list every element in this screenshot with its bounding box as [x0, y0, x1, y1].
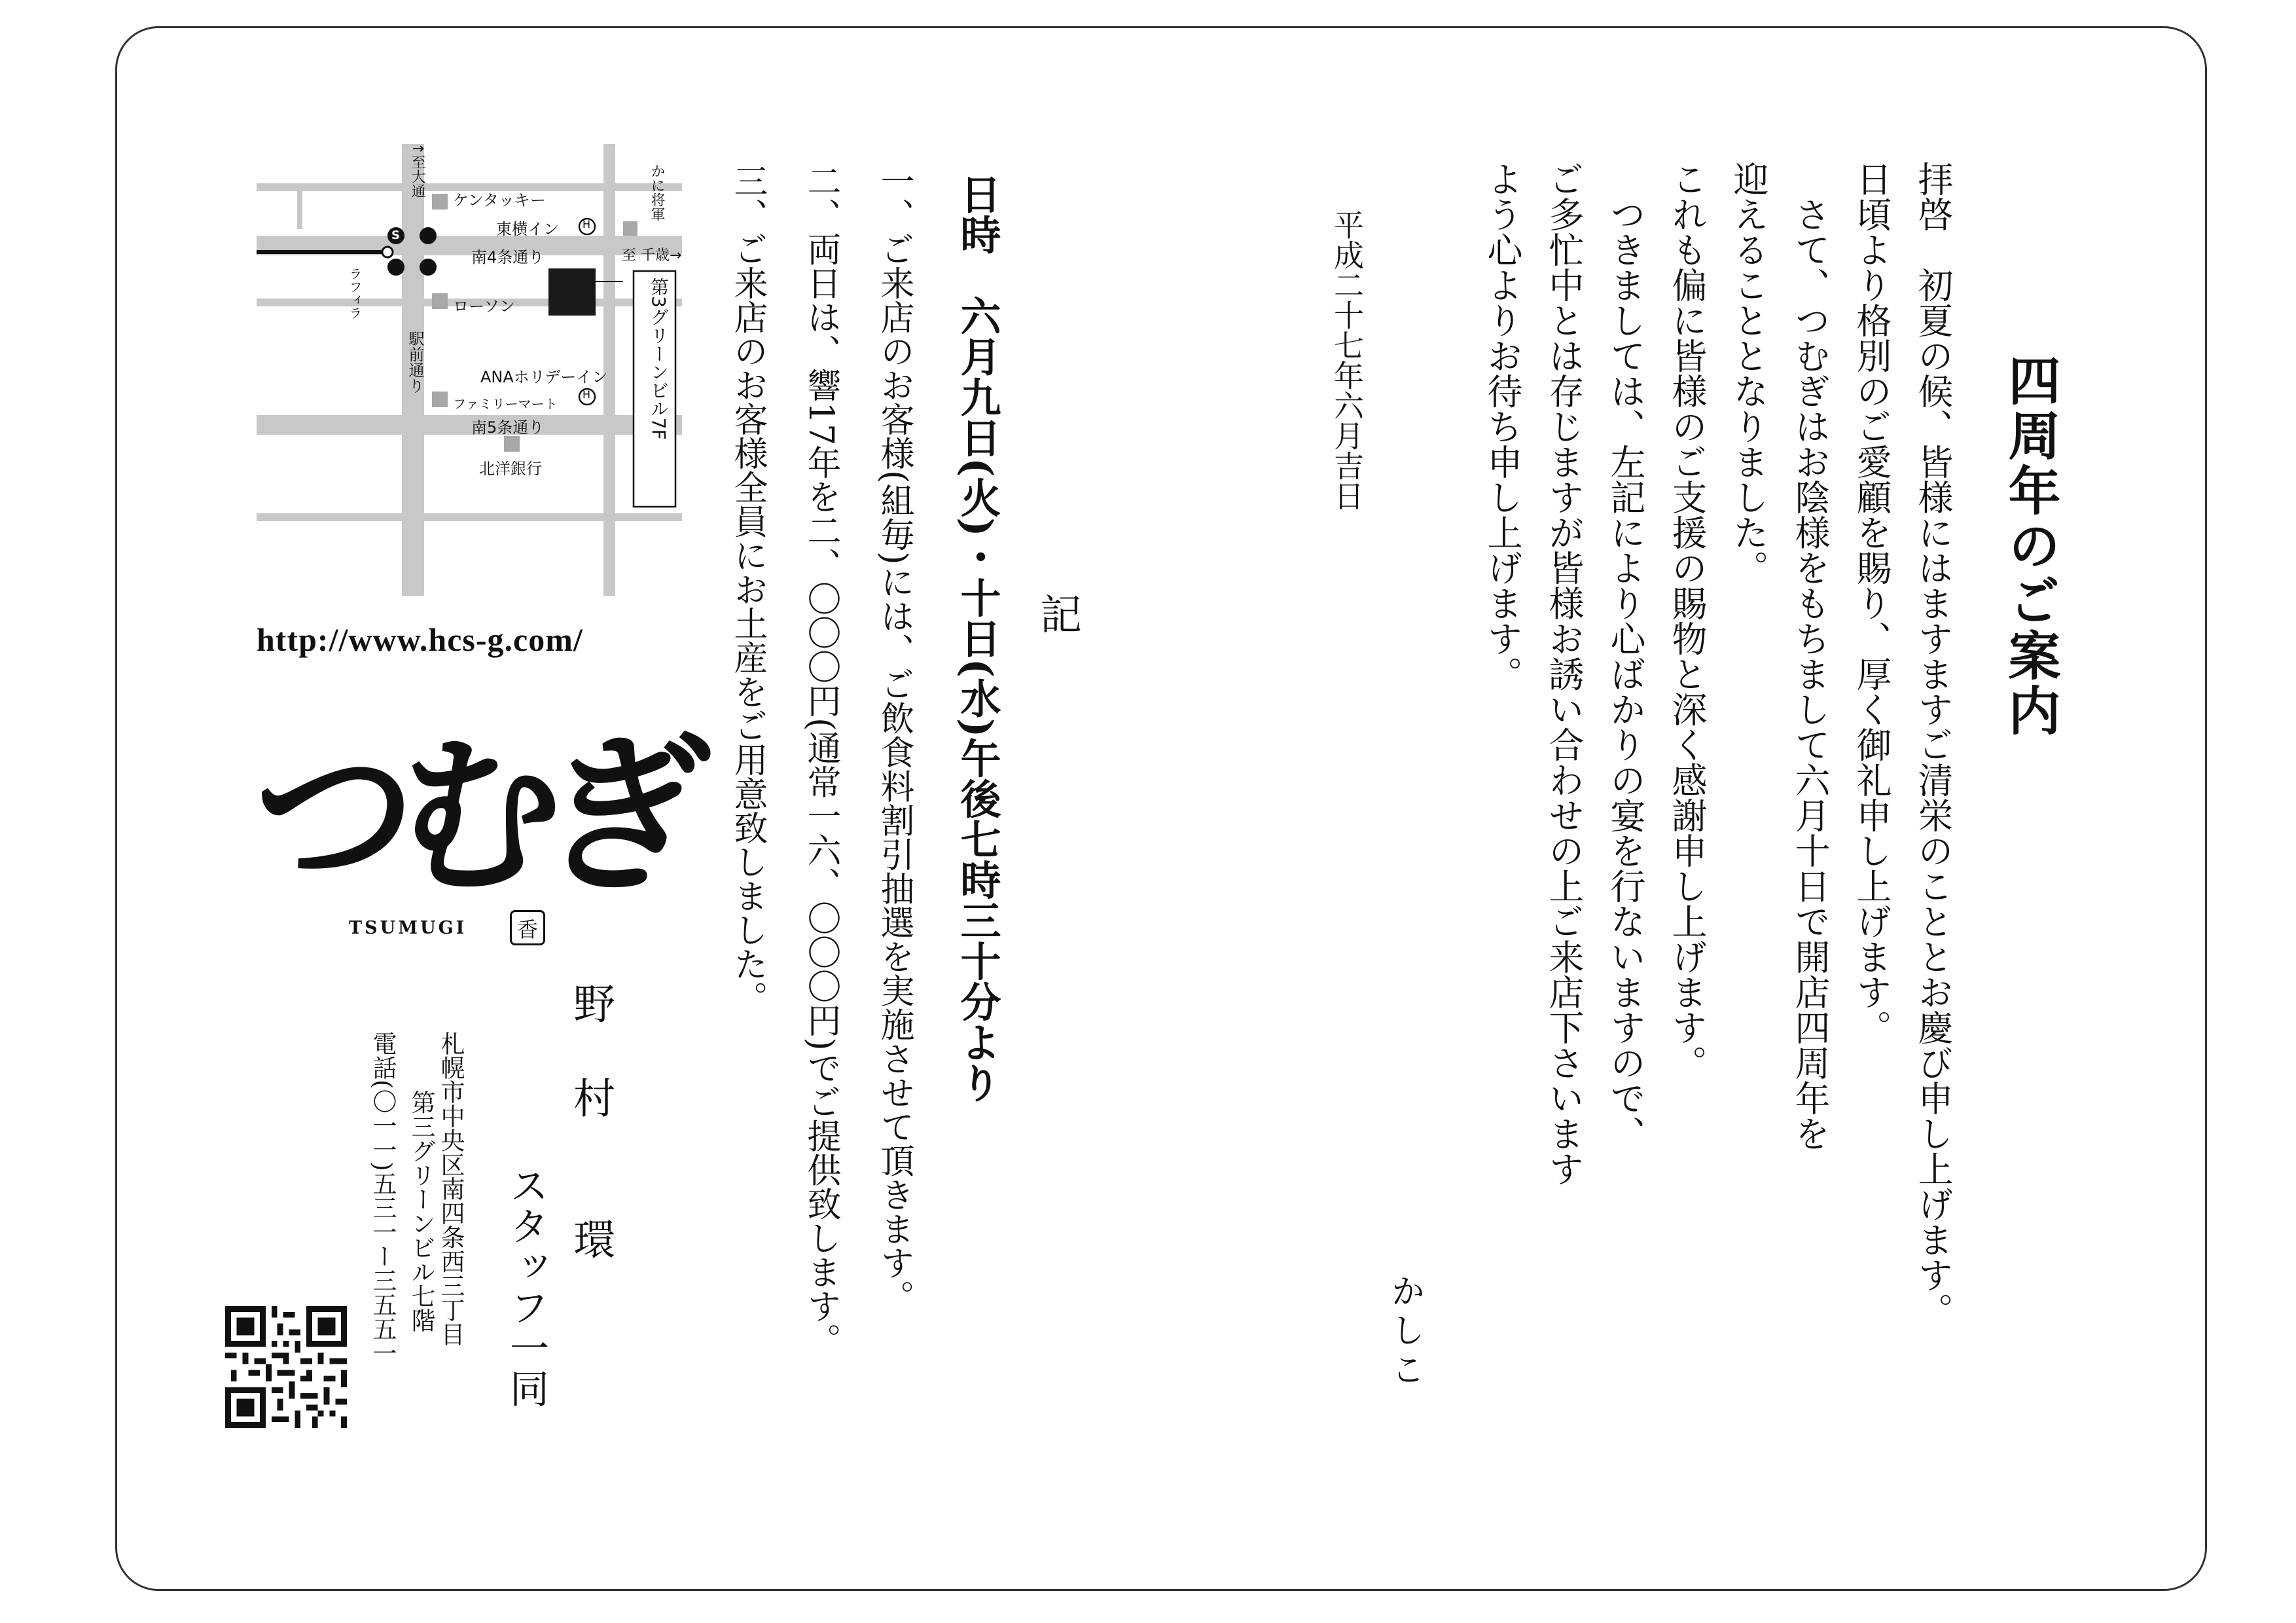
body-line: よう心よりお待ち申し上げます。 [1482, 161, 1523, 691]
map-road-minami5 [257, 415, 682, 435]
map-building [548, 268, 596, 316]
body-line: ご多忙中とは存じますが皆様お誘い合わせの上ご来店下さいます [1543, 161, 1585, 1186]
map-label-minami5: 南5条通り [471, 418, 545, 437]
letter-body [1440, 161, 1954, 1470]
map-landmark-familymart [432, 392, 448, 407]
notice-schedule: 日時 六月九日(火)・十日(水)午後七時三十分より [954, 173, 1001, 1103]
map-label-to-chitose: 至 千歳→ [622, 247, 682, 264]
map-label-familymart: ファミリーマート [453, 396, 558, 412]
hotel-mark: H [583, 218, 591, 230]
map-label-kani: かに将軍 [649, 164, 665, 221]
letter-title: 四周年のご案内 [2000, 354, 2061, 739]
map-label-lawson: ローソン [453, 297, 516, 316]
subway-mark: S [391, 228, 400, 242]
map-station [382, 247, 393, 257]
logo-script: つむぎ [241, 714, 699, 917]
map-road [297, 190, 302, 229]
logo-latin: TSUMUGI [349, 918, 467, 938]
letter-date: 平成二十七年六月吉日 [1329, 210, 1365, 511]
logo-seal: 香 [510, 910, 545, 945]
body-line: 迎えることとなりました。 [1728, 161, 1769, 585]
sender-address-line1: 札幌市中央区南四条西三丁目 [437, 1031, 465, 1346]
notice-item: 一、ご来店のお客様(組毎)には、ご飲食料割引抽選を実施させて頂きます。 [874, 164, 914, 1314]
map-label-building: 第3グリーンビル7F [648, 278, 670, 440]
body-line: つきましては、左記により心ばかりの宴を行ないますので、 [1605, 161, 1646, 1151]
map-label-to-odori: ↑至大通 [409, 143, 425, 198]
map-landmark-kentucky [432, 194, 448, 210]
body-line: これも偏に皆様のご支援の賜物と深く感謝申し上げます。 [1666, 161, 1708, 1080]
shop-logo [241, 714, 699, 942]
notice-items [728, 164, 914, 1408]
map-label-hokuyo: 北洋銀行 [479, 460, 542, 478]
sender-phone: 電話(〇一一)五三一ー三五五一 [368, 1031, 397, 1365]
map-road [257, 513, 682, 521]
notice-ki: 記 [1033, 593, 1081, 634]
map-landmark-hokuyo [504, 436, 520, 452]
notice-item: 三、ご来店のお客様全員にお土産をご用意致しました。 [728, 164, 767, 1015]
body-line: 拝啓 初夏の候、皆様にはますますご清栄のこととお慶び申し上げます。 [1912, 161, 1954, 1328]
map-label-lafilla: ラフィラ [347, 267, 363, 319]
map-label-minami4: 南4条通り [471, 248, 545, 266]
map-landmark-kani [623, 221, 637, 236]
map-label-ekimae: 駅前通り [406, 331, 424, 393]
sender-address-line2: 第三グリーンビル七階 [407, 1090, 435, 1332]
hotel-mark: H [583, 388, 591, 401]
map-label-ana: ANAホリデーイン [480, 368, 608, 386]
notice-item: 二、両日は、響17年を二、〇〇〇円(通常一六、〇〇〇円)でご提供致します。 [801, 164, 840, 1357]
qr-code[interactable] [225, 1306, 347, 1428]
sender-name: 野 村 環 [566, 982, 615, 1265]
map-landmark-lawson [432, 293, 448, 309]
map-label-toyoko: 東横イン [496, 220, 559, 238]
letter-closing: かしこ [1385, 1273, 1424, 1391]
body-line: さて、つむぎはお陰様をもちまして六月十日で開店四周年を [1789, 161, 1831, 1151]
body-line: 日頃より格別のご愛顧を賜り、厚く御礼申し上げます。 [1851, 161, 1892, 1045]
map-label-kentucky: ケンタッキー [453, 191, 546, 210]
shop-url[interactable]: http://www.hcs-g.com/ [257, 621, 583, 658]
sender-staff: スタッフ一同 [503, 1165, 549, 1409]
